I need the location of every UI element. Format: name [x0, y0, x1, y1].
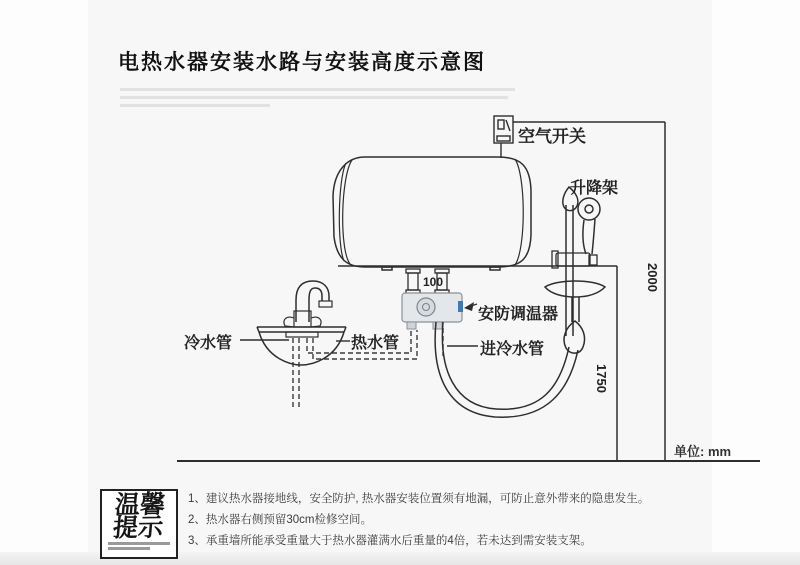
hand-shower-head [564, 321, 585, 353]
water-heater-tank [333, 157, 531, 270]
cold-pipe-label: 冷水管 [184, 335, 233, 352]
thermostat-indicator [458, 301, 463, 312]
warm-tips-badge-text: 温馨 提示 [111, 490, 167, 543]
badge-fine-print-line [108, 542, 170, 545]
shower-height-dimension: 1750 [594, 364, 609, 393]
warm-tips-badge [100, 489, 178, 559]
thermostat-arrowhead [464, 302, 474, 311]
total-height-dimension: 2000 [645, 263, 660, 292]
shower-arm [583, 219, 595, 254]
rack-slider-clamp [552, 251, 597, 268]
sink [257, 281, 346, 365]
thermostat-label: 安防调温器 [478, 306, 559, 323]
air-switch-icon [494, 116, 513, 158]
tip-item-1: 1、建议热水器接地线，安全防护, 热水器安装位置须有地漏，可防止意外带来的隐患发生。 [188, 493, 650, 505]
inlet-cold-pipe-label: 进冷水管 [480, 341, 545, 358]
pipe-spacing-dimension: 100 [422, 275, 444, 289]
tips-list [188, 492, 768, 555]
tip-item-3: 3、承重墙所能承受重量大于热水器灌满水后重量的4倍，若未达到需安装支架。 [188, 535, 592, 547]
air-switch-label: 空气开关 [518, 127, 586, 146]
hot-pipe-label: 热水管 [351, 335, 400, 352]
lift-rack-label: 升降架 [570, 180, 619, 197]
page-title: 电热水器安装水路与安装高度示意图 [118, 51, 486, 74]
rack-dish [545, 281, 605, 297]
badge-fine-print-line [108, 547, 150, 550]
shower-head-icon [578, 198, 600, 220]
tip-item-2: 2、热水器右侧预留30cm检修空间。 [188, 514, 373, 526]
shower-lift-rack [545, 187, 605, 353]
faucet [284, 281, 332, 327]
unit-label: 单位: mm [674, 444, 732, 459]
safety-thermostat [402, 293, 463, 329]
